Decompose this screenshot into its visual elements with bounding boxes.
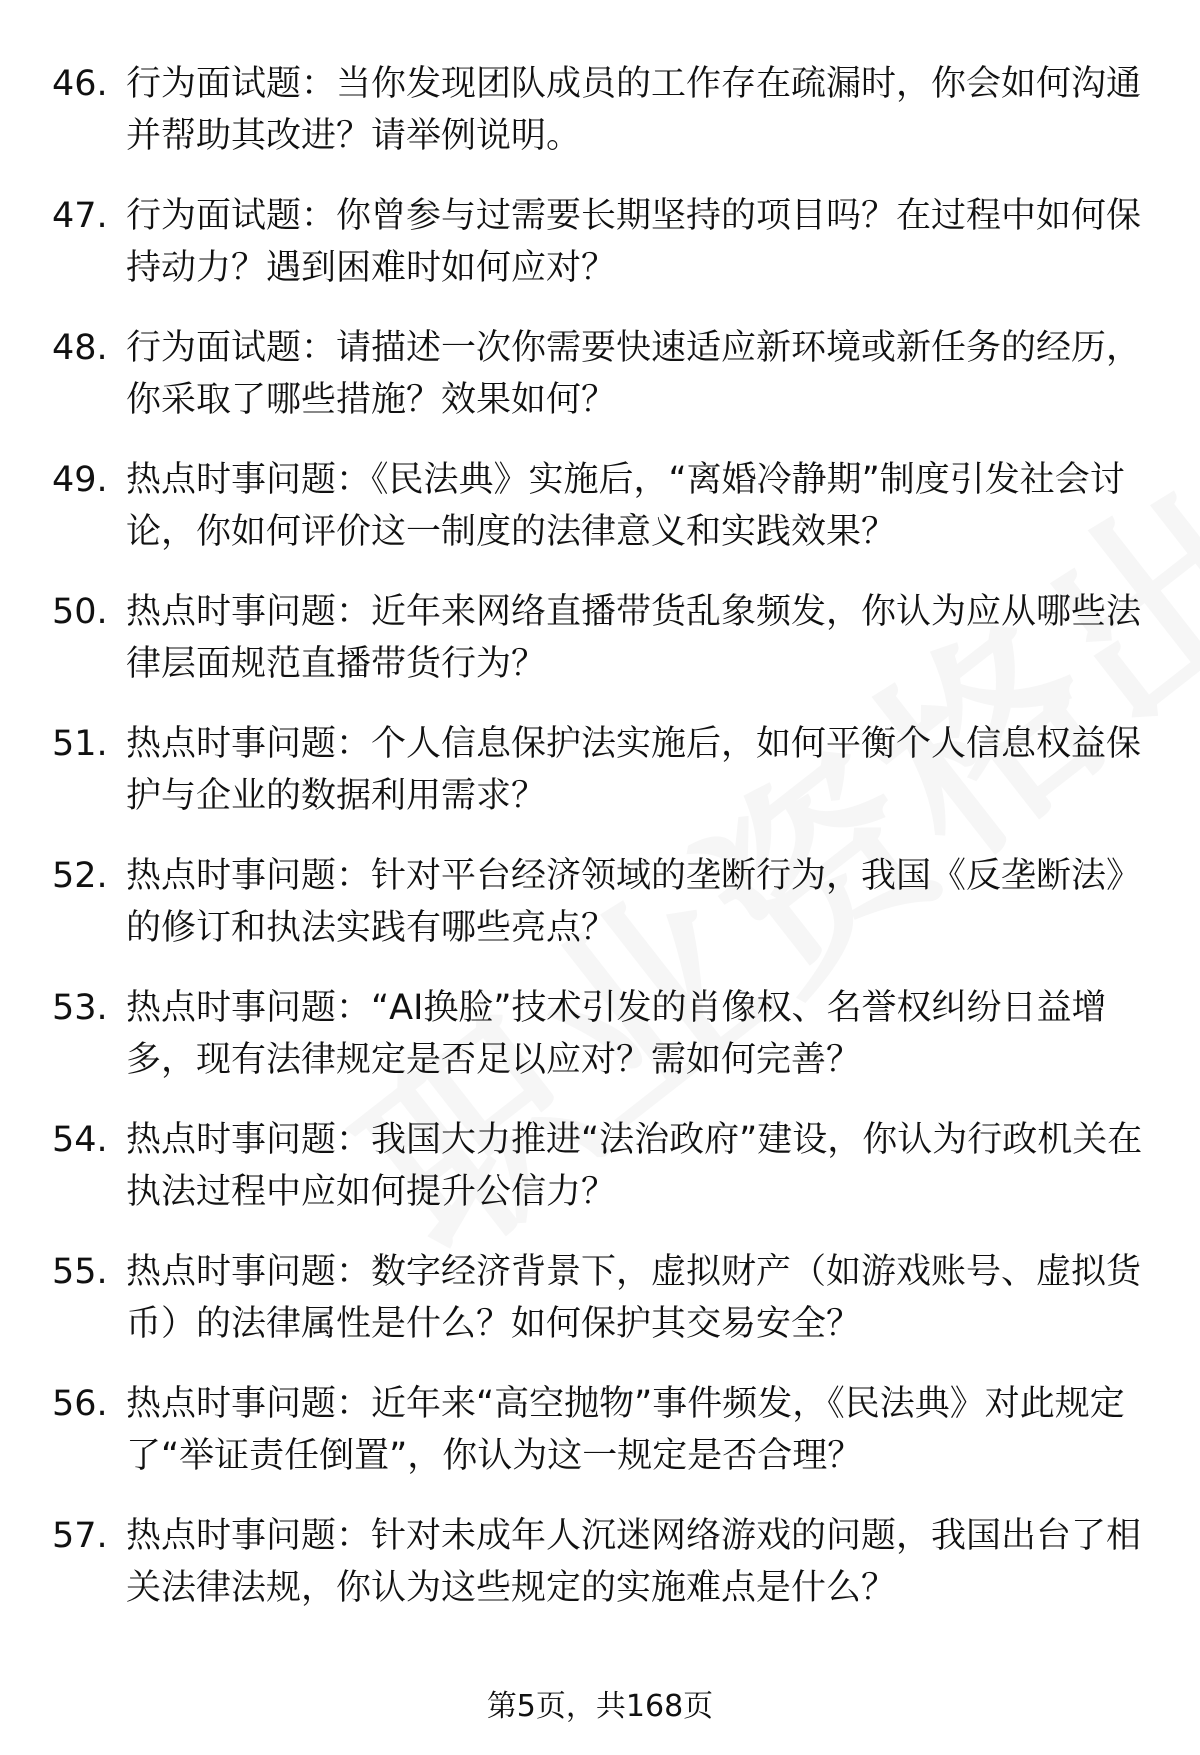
question-item-48 — [52, 322, 1152, 454]
question-number: 53. — [52, 988, 108, 1028]
question-number: 55. — [52, 1252, 108, 1292]
question-text: 热点时事问题：针对平台经济领域的垄断行为，我国《反垄断法》的修订和执法实践有哪些亮点？ — [126, 856, 1142, 948]
question-number: 48. — [52, 328, 108, 368]
question-item-51 — [52, 718, 1152, 850]
question-item-50 — [52, 586, 1152, 718]
question-number: 54. — [52, 1120, 108, 1160]
question-number: 49. — [52, 460, 108, 500]
question-item-52 — [52, 850, 1152, 982]
question-item-54 — [52, 1114, 1152, 1246]
question-number: 50. — [52, 592, 108, 632]
question-text: 热点时事问题：“AI换脸”技术引发的肖像权、名誉权纠纷日益增多，现有法律规定是否足以应对？需如何完善？ — [126, 988, 1107, 1080]
question-text: 热点时事问题：针对未成年人沉迷网络游戏的问题，我国出台了相关法律法规，你认为这些规定的实施难点是什么？ — [126, 1516, 1142, 1608]
question-item-47 — [52, 190, 1152, 322]
question-number: 51. — [52, 724, 108, 764]
question-number: 57. — [52, 1516, 108, 1556]
question-text: 热点时事问题：数字经济背景下，虚拟财产（如游戏账号、虚拟货币）的法律属性是什么？如何保护其交易安全？ — [126, 1252, 1142, 1344]
question-item-49 — [52, 454, 1152, 586]
question-text: 热点时事问题：近年来网络直播带货乱象频发，你认为应从哪些法律层面规范直播带货行为？ — [126, 592, 1142, 684]
question-text: 热点时事问题：近年来“高空抛物”事件频发，《民法典》对此规定了“举证责任倒置”，你认为这一规定是否合理？ — [126, 1384, 1125, 1476]
question-text: 行为面试题：请描述一次你需要快速适应新环境或新任务的经历，你采取了哪些措施？效果如何？ — [126, 328, 1142, 420]
question-item-55 — [52, 1246, 1152, 1378]
question-number: 56. — [52, 1384, 108, 1424]
question-text: 热点时事问题：个人信息保护法实施后，如何平衡个人信息权益保护与企业的数据利用需求？ — [126, 724, 1142, 816]
question-item-46 — [52, 58, 1152, 190]
question-text: 热点时事问题：《民法典》实施后，“离婚冷静期”制度引发社会讨论，你如何评价这一制度的法律意义和实践效果？ — [126, 460, 1125, 552]
page-number-label: 第5页，共168页 — [486, 1689, 714, 1724]
question-item-53 — [52, 982, 1152, 1114]
question-list — [52, 58, 1152, 1642]
question-text: 热点时事问题：我国大力推进“法治政府”建设，你认为行政机关在执法过程中应如何提升公信力？ — [126, 1120, 1143, 1212]
page-footer — [0, 1687, 1200, 1727]
question-item-57 — [52, 1510, 1152, 1642]
question-number: 52. — [52, 856, 108, 896]
question-text: 行为面试题：你曾参与过需要长期坚持的项目吗？在过程中如何保持动力？遇到困难时如何应对？ — [126, 196, 1142, 288]
question-number: 46. — [52, 64, 108, 104]
question-text: 行为面试题：当你发现团队成员的工作存在疏漏时，你会如何沟通并帮助其改进？请举例说明。 — [126, 64, 1142, 156]
question-number: 47. — [52, 196, 108, 236]
question-item-56 — [52, 1378, 1152, 1510]
